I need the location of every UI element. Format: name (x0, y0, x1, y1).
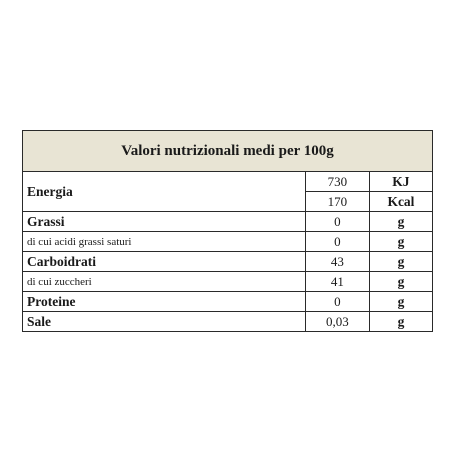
row-unit: g (369, 312, 432, 332)
table-row-saturated-fat (23, 232, 433, 252)
row-label: di cui zuccheri (23, 272, 306, 292)
row-label: Carboidrati (23, 252, 306, 272)
energy-kcal-value: 170 (305, 192, 369, 212)
energy-kj-unit: KJ (369, 172, 432, 192)
energy-kcal-unit: Kcal (369, 192, 432, 212)
row-value: 0 (305, 212, 369, 232)
energy-kj-value: 730 (305, 172, 369, 192)
row-unit: g (369, 272, 432, 292)
table-row-protein (23, 292, 433, 312)
row-label: Proteine (23, 292, 306, 312)
row-label: Grassi (23, 212, 306, 232)
nutrition-table (22, 130, 433, 332)
row-unit: g (369, 252, 432, 272)
row-value: 41 (305, 272, 369, 292)
row-value: 0 (305, 232, 369, 252)
row-value: 0,03 (305, 312, 369, 332)
table-row-sugars (23, 272, 433, 292)
row-label: Sale (23, 312, 306, 332)
row-label: di cui acidi grassi saturi (23, 232, 306, 252)
energy-label: Energia (23, 172, 306, 212)
table-row-carbohydrates (23, 252, 433, 272)
table-row-salt (23, 312, 433, 332)
row-unit: g (369, 212, 432, 232)
row-value: 43 (305, 252, 369, 272)
table-header-row (23, 131, 433, 172)
row-unit: g (369, 292, 432, 312)
table-row-fat (23, 212, 433, 232)
row-value: 0 (305, 292, 369, 312)
table-title: Valori nutrizionali medi per 100g (23, 131, 433, 172)
row-unit: g (369, 232, 432, 252)
energy-row-kj (23, 172, 433, 192)
